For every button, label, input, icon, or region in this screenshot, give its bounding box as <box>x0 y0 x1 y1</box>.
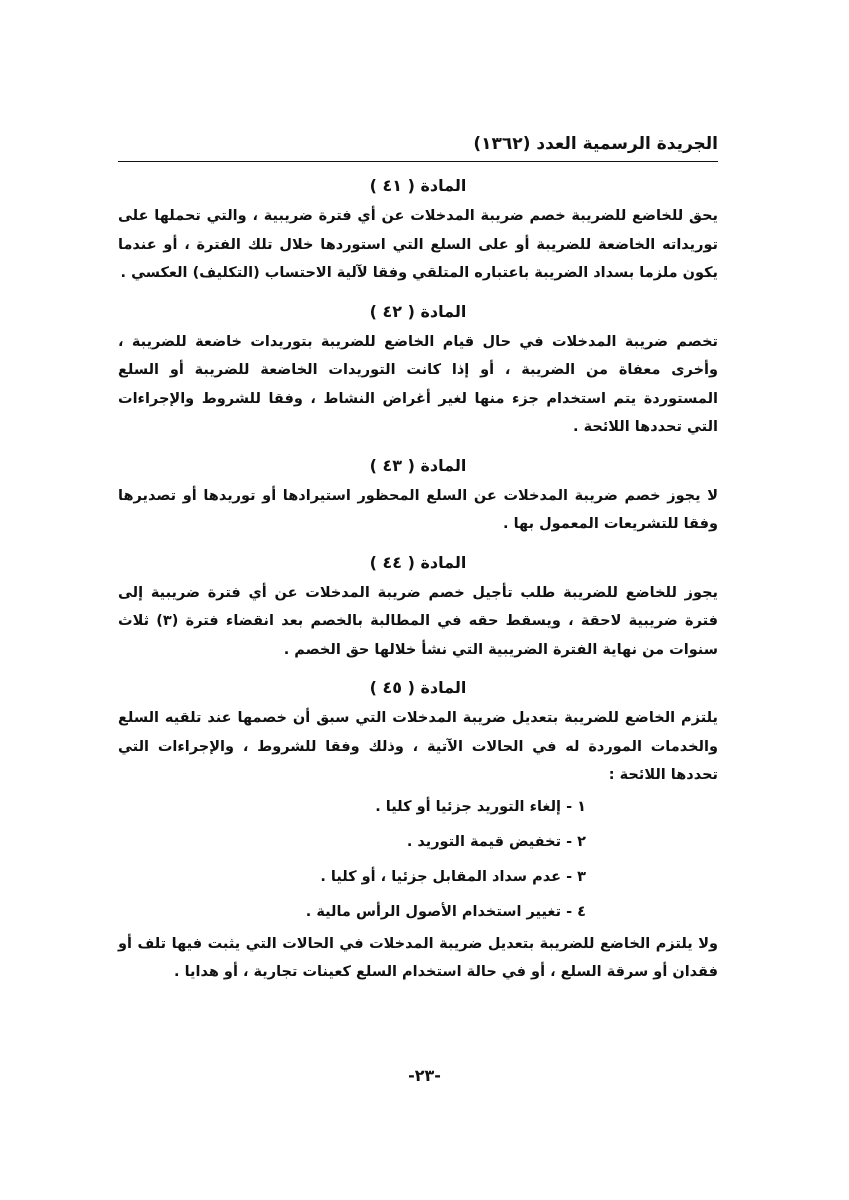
article-45-closing: ولا يلتزم الخاضع للضريبة بتعديل ضريبة المدخلات في الحالات التي يثبت فيها تلف أو فقدان أو سرقة السلع ، أو في حالة استخدام السلع كعينات تجارية ، أو هدايا . <box>118 935 718 980</box>
article-43-title: المادة ( ٤٣ ) <box>369 455 467 475</box>
article-45-list <box>118 790 718 930</box>
article-42-title: المادة ( ٤٢ ) <box>369 301 467 321</box>
article-41-text: يحق للخاضع للضريبة خصم ضريبة المدخلات عن أي فترة ضريبية ، والتي تحملها على توريداته الخاضعة للضريبة أو على السلع التي استوردها خلال تلك الفترة ، أو عندما يكون ملزما بسداد الضريبة باعتباره المتلقي وفقا لآلية الاحتساب (التكليف) العكسي . <box>118 208 718 281</box>
article-42-text: تخصم ضريبة المدخلات في حال قيام الخاضع للضريبة بتوريدات خاضعة للضريبة ، وأخرى معفاة من الضريبة ، أو إذا كانت التوريدات الخاضعة للضريبة أو السلع المستوردة يتم استخدام جزء منها لغير أغراض النشاط ، وفقا للشروط والإجراءات التي تحددها اللائحة . <box>118 333 718 435</box>
list-item: ٤ - تغيير استخدام الأصول الرأس مالية . <box>305 903 586 920</box>
gazette-title: الجريدة الرسمية العدد (١٣٦٢) <box>473 134 718 154</box>
page-number: -٢٣- <box>408 1066 441 1085</box>
article-44-text: يجوز للخاضع للضريبة طلب تأجيل خصم ضريبة المدخلات عن أي فترة ضريبية إلى فترة ضريبية لاحقة ، ويسقط حقه في المطالبة بالخصم بعد انقضاء فترة (٣) ثلاث سنوات من نهاية الفترة الضريبية التي نشأ خلالها حق الخصم . <box>118 584 718 658</box>
list-item: ٣ - عدم سداد المقابل جزئيا ، أو كليا . <box>320 868 586 885</box>
page-header <box>118 128 718 162</box>
list-item: ٢ - تخفيض قيمة التوريد . <box>406 833 586 850</box>
article-44-title: المادة ( ٤٤ ) <box>369 552 467 572</box>
document-body <box>118 170 718 995</box>
article-45-title: المادة ( ٤٥ ) <box>369 678 467 697</box>
list-item: ١ - إلغاء التوريد جزئيا أو كليا . <box>375 798 586 815</box>
article-41-title: المادة ( ٤١ ) <box>369 176 467 195</box>
article-45-text: يلتزم الخاضع للضريبة بتعديل ضريبة المدخلات التي سبق أن خصمها عند تلقيه السلع والخدمات الموردة له في الحالات الآتية ، وذلك وفقا للشروط ، والإجراءات التي تحددها اللائحة : <box>118 710 718 783</box>
article-43-text: لا يجوز خصم ضريبة المدخلات عن السلع المحظور استيرادها أو توريدها أو تصديرها وفقا للتشريعات المعمول بها . <box>118 487 718 532</box>
